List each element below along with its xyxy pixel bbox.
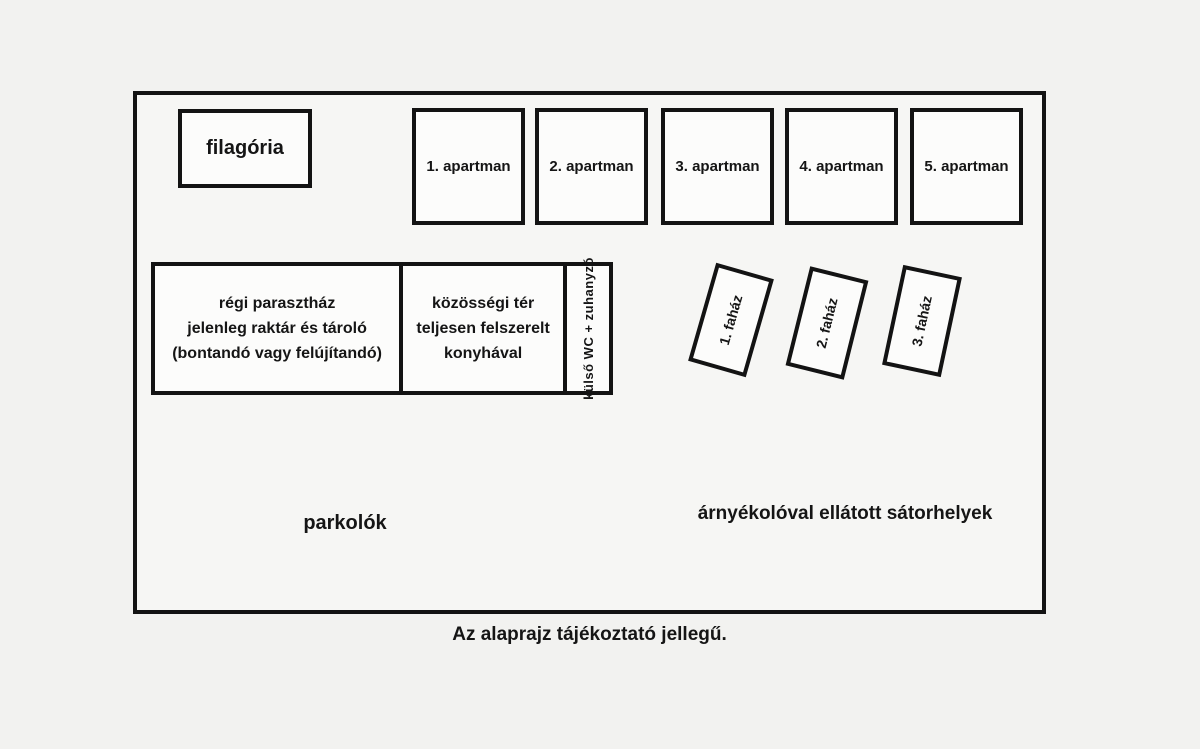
community-space-line-3: konyhával bbox=[443, 345, 523, 362]
site-plan-outline bbox=[133, 91, 1046, 614]
parking-area-label: parkolók bbox=[303, 512, 387, 534]
community-space-box bbox=[399, 266, 563, 391]
old-farmhouse-line-1: régi parasztház bbox=[218, 295, 336, 312]
apartment-box-5 bbox=[910, 108, 1023, 225]
apartment-label-4: 4. apartman bbox=[799, 158, 884, 175]
cabin-label-3: 3. faház bbox=[908, 294, 936, 348]
old-farmhouse-line-3: (bontandó vagy felújítandó) bbox=[172, 345, 382, 362]
cabin-label-1: 1. faház bbox=[716, 293, 746, 347]
cabin-box-3 bbox=[882, 265, 962, 377]
apartment-label-1: 1. apartman bbox=[426, 158, 511, 175]
community-space-line-2: teljesen felszerelt bbox=[416, 320, 550, 337]
apartment-box-2 bbox=[535, 108, 648, 225]
cabin-label-2: 2. faház bbox=[813, 296, 841, 350]
cabin-box-2 bbox=[786, 266, 869, 379]
plan-caption: Az alaprajz tájékoztató jellegű. bbox=[452, 624, 727, 645]
filagoria-label: filagória bbox=[206, 137, 284, 159]
cabin-box-1 bbox=[688, 263, 774, 378]
tent-area-label: árnyékolóval ellátott sátorhelyek bbox=[697, 503, 993, 524]
apartment-label-3: 3. apartman bbox=[675, 158, 760, 175]
filagoria-box bbox=[178, 109, 312, 188]
outdoor-wc-shower-label: külső WC + zuhanyzó bbox=[580, 257, 596, 400]
apartment-label-2: 2. apartman bbox=[549, 158, 634, 175]
main-building-block bbox=[151, 257, 613, 400]
old-farmhouse-box bbox=[155, 266, 399, 391]
community-space-line-1: közösségi tér bbox=[431, 295, 535, 312]
apartment-box-4 bbox=[785, 108, 898, 225]
old-farmhouse-line-2: jelenleg raktár és tároló bbox=[187, 320, 367, 337]
apartment-box-1 bbox=[412, 108, 525, 225]
outdoor-wc-shower-strip bbox=[563, 257, 609, 400]
apartment-label-5: 5. apartman bbox=[924, 158, 1009, 175]
apartment-box-3 bbox=[661, 108, 774, 225]
